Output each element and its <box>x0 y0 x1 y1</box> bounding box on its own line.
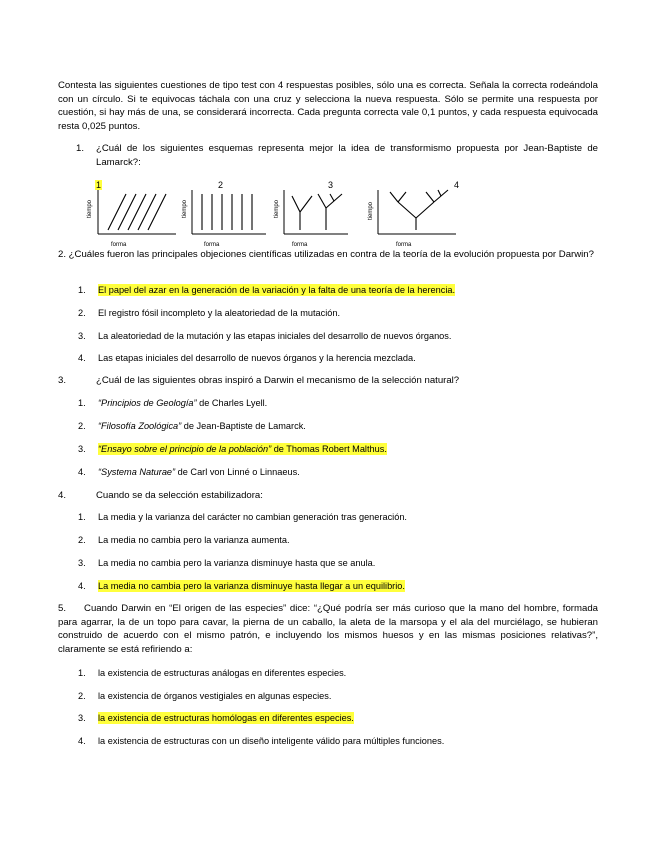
diagram-1-xlabel: forma <box>111 242 127 248</box>
answer-option-text: El registro fósil incompleto y la aleatoriedad de la mutación. <box>98 308 341 318</box>
work-author: de Carl von Linné o Linnaeus. <box>175 467 300 477</box>
question-3-text: ¿Cuál de las siguientes obras inspiró a Darwin el mecanismo de la selección natural? <box>96 375 460 386</box>
diagram-2-ylabel: tiempo <box>182 199 188 218</box>
answer-option-text: la existencia de estructuras análogas en diferentes especies. <box>98 668 347 678</box>
answer-option-number: 4. <box>78 467 86 477</box>
diagram-2-label: 2 <box>218 180 224 190</box>
diagram-4-label: 4 <box>454 180 460 190</box>
answer-option-number: 2. <box>78 421 86 431</box>
work-title: “Systema Naturae” <box>98 467 176 477</box>
answer-option-number: 1. <box>78 512 86 522</box>
diagram-1-line <box>118 194 136 230</box>
answer-option-text <box>98 466 300 478</box>
answer-option-text: la existencia de estructuras con un diseño inteligente válido para múltiples funciones. <box>98 736 445 746</box>
answer-option-number: 3. <box>78 558 86 568</box>
diagram-1-line <box>138 194 156 230</box>
question-2-text: 2. ¿Cuáles fueron las principales objeciones científicas utilizadas en contra de la teoría de la evolución propuesta por Darwin? <box>58 249 594 260</box>
diagram-3-branch <box>330 194 334 201</box>
answer-option-number: 4. <box>78 353 86 363</box>
question-1-number: 1. <box>76 143 85 154</box>
answer-option-number: 1. <box>78 398 86 408</box>
answer-option-text: Las etapas iniciales del desarrollo de nuevos órganos y la herencia mezclada. <box>98 353 416 363</box>
answer-option-number: 2. <box>78 691 86 701</box>
answer-option-number: 1. <box>78 285 86 295</box>
evolution-diagrams <box>86 178 486 250</box>
diagram-4 <box>368 180 459 248</box>
answer-option-text <box>98 397 267 409</box>
question-5-number: 5. <box>58 603 67 614</box>
answer-option-text: La media y la varianza del carácter no cambian generación tras generación. <box>98 512 407 522</box>
answer-option-number: 1. <box>78 668 86 678</box>
work-author: de Charles Lyell. <box>196 398 268 408</box>
question-5-text: Cuando Darwin en “El origen de las especies” dice: “¿Qué podría ser más curioso que la mano del hombre, formada para agarrar, la de un topo para cavar, la pierna de un caballo, la aleta de la marsopa y el ala del murciélago, se hubieran construido de acuerdo con el mismo patrón, e incluyendo los mismos huesos y en las mismas posiciones relativas?”, claramente se está refiriendo a: <box>58 603 598 655</box>
work-title: “Filosofía Zoológica” <box>98 421 182 431</box>
answer-option-text: La media no cambia pero la varianza disminuye hasta llegar a un equilibrio. <box>98 581 405 591</box>
answer-option-text <box>98 420 306 432</box>
answer-option-number: 3. <box>78 713 86 723</box>
answer-option-number: 2. <box>78 308 86 318</box>
diagram-1-label: 1 <box>96 180 102 190</box>
question-4-number: 4. <box>58 490 67 501</box>
diagram-3-ylabel: tiempo <box>274 199 280 218</box>
work-author: de Jean-Baptiste de Lamarck. <box>181 421 306 431</box>
diagram-3-label: 3 <box>328 180 334 190</box>
diagram-3-branch <box>318 194 326 208</box>
answer-option-text <box>98 443 387 455</box>
diagram-4-branch <box>426 192 434 202</box>
answer-option-number: 4. <box>78 736 86 746</box>
diagram-4-branch <box>390 192 398 202</box>
answer-option-number: 3. <box>78 444 86 454</box>
diagram-4-ylabel: tiempo <box>368 201 374 220</box>
diagram-3 <box>274 180 348 248</box>
instructions-paragraph: Contesta las siguientes cuestiones de tipo test con 4 respuestas posibles, sólo una es correcta. Señala la correcta rodeándola con un círculo. Si te equivocas táchala con una cruz y selecciona la nueva respuesta. Sólo se permite una respuesta por cuestión, si hay más de una, se considerará incorrecta. Cada pregunta correcta vale 0,1 puntos, y cada respuesta equivocada resta 0,025 puntos. <box>58 80 598 132</box>
work-author: de Thomas Robert Malthus. <box>271 444 387 454</box>
question-5 <box>58 602 598 656</box>
work-title: “Ensayo sobre el principio de la población” <box>98 444 272 454</box>
question-4-text: Cuando se da selección estabilizadora: <box>96 490 263 501</box>
answer-option-number: 2. <box>78 535 86 545</box>
diagram-3-branch <box>300 196 312 212</box>
answer-option-number: 4. <box>78 581 86 591</box>
question-2 <box>58 248 598 262</box>
diagram-4-branch <box>438 190 441 196</box>
answer-option-text: La media no cambia pero la varianza disminuye hasta que se anula. <box>98 558 376 568</box>
diagram-1-ylabel: tiempo <box>87 199 93 218</box>
diagram-1-line <box>148 194 166 230</box>
work-title: “Principios de Geología” <box>98 398 197 408</box>
diagram-4-branch <box>398 192 406 202</box>
answer-option-text: la existencia de estructuras homólogas en diferentes especies. <box>98 713 354 723</box>
question-3-number: 3. <box>58 375 67 386</box>
diagram-2-xlabel: forma <box>204 242 220 248</box>
answer-option-number: 3. <box>78 331 86 341</box>
diagram-4-branch <box>398 202 416 218</box>
diagram-1 <box>87 180 176 248</box>
diagram-3-branch <box>292 196 300 212</box>
diagram-1-line <box>128 194 146 230</box>
diagram-1-line <box>108 194 126 230</box>
answer-option-text: La media no cambia pero la varianza aumenta. <box>98 535 290 545</box>
diagram-4-xlabel: forma <box>396 242 412 248</box>
diagram-4-branch <box>416 202 434 218</box>
question-1-text: ¿Cuál de los siguientes esquemas representa mejor la idea de transformismo propuesta por Jean-Baptiste de Lamarck?: <box>96 143 598 168</box>
answer-option-text: La aleatoriedad de la mutación y las etapas iniciales del desarrollo de nuevos órganos. <box>98 331 452 341</box>
answer-option-text: la existencia de órganos vestigiales en algunas especies. <box>98 691 332 701</box>
diagram-3-xlabel: forma <box>292 242 308 248</box>
diagram-2 <box>182 180 266 248</box>
answer-option-text: El papel del azar en la generación de la variación y la falta de una teoría de la herencia. <box>98 285 456 295</box>
